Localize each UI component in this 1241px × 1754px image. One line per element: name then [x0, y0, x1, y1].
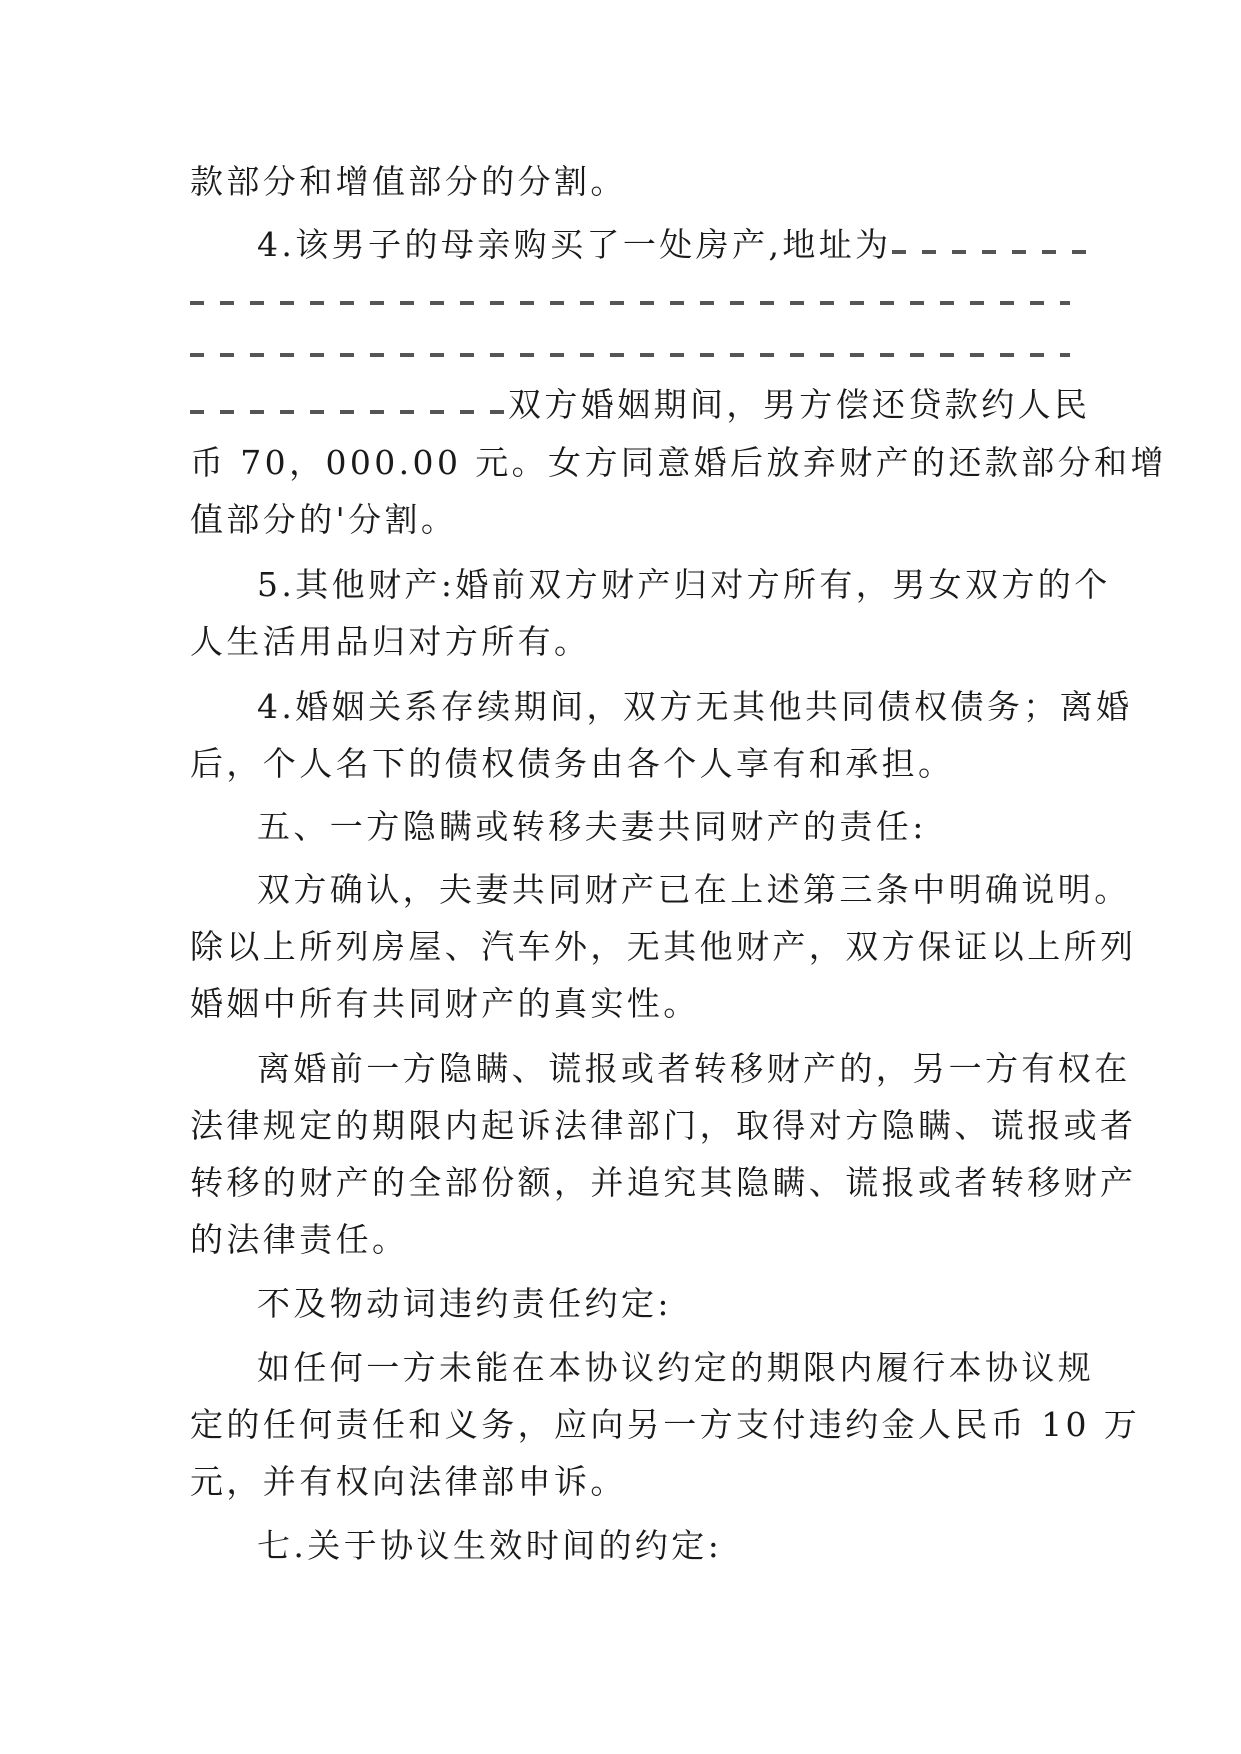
text-line: 的法律责任。 [190, 1220, 409, 1259]
address-blank-line[interactable] [190, 318, 1070, 378]
text-line: 法律规定的期限内起诉法律部门，取得对方隐瞒、谎报或者 [190, 1106, 1137, 1145]
text-line: 人生活用品归对方所有。 [190, 622, 591, 661]
text-line: 婚姻中所有共同财产的真实性。 [190, 984, 700, 1023]
text-line: 后，个人名下的债权债务由各个人享有和承担。 [190, 744, 955, 783]
address-label: 4.该男子的母亲购买了一处房产,地址为 [257, 225, 892, 264]
text-line: 5.其他财产:婚前双方财产归对方所有，男女双方的个 [257, 565, 1111, 604]
text-line: 如任何一方未能在本协议约定的期限内履行本协议规 [257, 1348, 1095, 1387]
text-line: 双方确认，夫妻共同财产已在上述第三条中明确说明。 [257, 870, 1131, 909]
text-line: 除以上所列房屋、汽车外，无其他财产，双方保证以上所列 [190, 927, 1137, 966]
text-line: 转移的财产的全部份额，并追究其隐瞒、谎报或者转移财产 [190, 1163, 1137, 1202]
section-heading: 七.关于协议生效时间的约定: [257, 1526, 723, 1565]
text-line [190, 375, 1091, 435]
address-blank[interactable] [190, 373, 508, 433]
text-line: 值部分的'分割。 [190, 500, 458, 539]
section-heading: 不及物动词违约责任约定: [257, 1284, 672, 1323]
loan-repayment-text: 双方婚姻期间，男方偿还贷款约人民 [508, 385, 1091, 424]
text-line: 元，并有权向法律部申诉。 [190, 1462, 627, 1501]
text-line: 离婚前一方隐瞒、谎报或者转移财产的，另一方有权在 [257, 1049, 1131, 1088]
text-line: 币 70，000.00 元。女方同意婚后放弃财产的还款部分和增 [190, 443, 1167, 482]
section-heading: 五、一方隐瞒或转移夫妻共同财产的责任: [257, 807, 927, 846]
text-line: 定的任何责任和义务，应向另一方支付违约金人民币 10 万 [190, 1405, 1141, 1444]
text-line: 4.婚姻关系存续期间，双方无其他共同债权债务；离婚 [257, 687, 1133, 726]
text-line: 款部分和增值部分的分割。 [190, 162, 627, 201]
